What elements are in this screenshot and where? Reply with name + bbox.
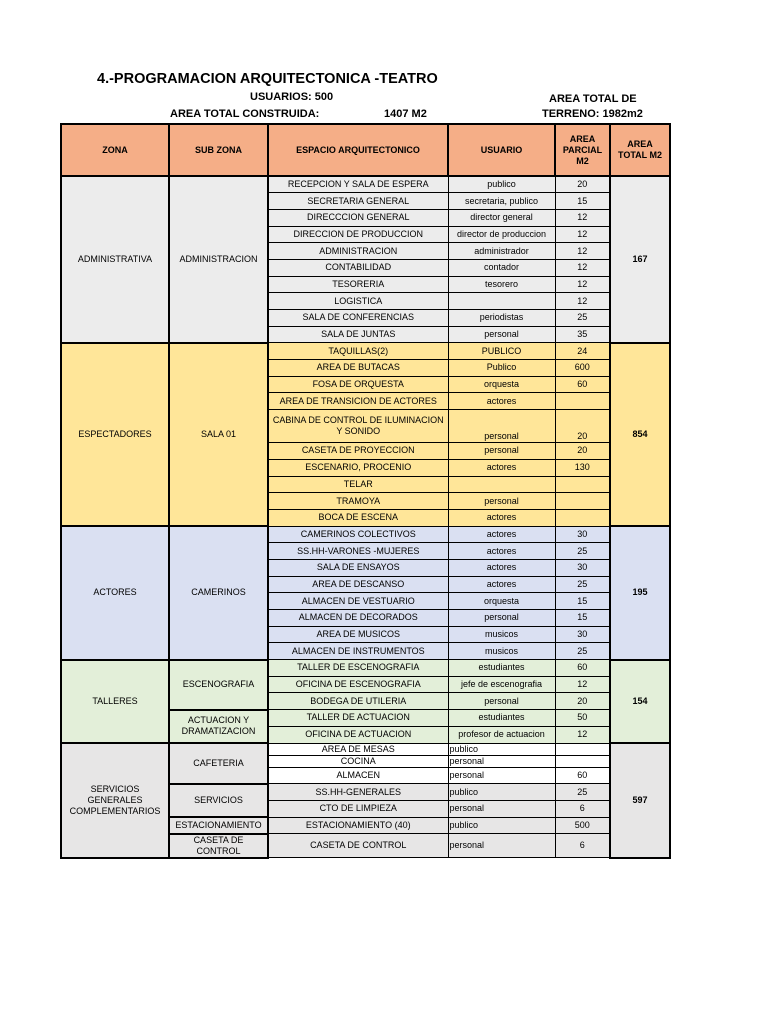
area-total-cell: 154 xyxy=(610,660,670,743)
area-parcial-cell xyxy=(555,509,610,526)
usuario-cell: tesorero xyxy=(448,276,555,293)
area-parcial-cell: 60 xyxy=(555,767,610,784)
area-parcial-cell: 12 xyxy=(555,726,610,743)
usuario-cell: jefe de escenografia xyxy=(448,676,555,693)
area-terreno-value: TERRENO: 1982m2 xyxy=(542,108,643,120)
subzona-cell: SERVICIOS xyxy=(169,784,268,817)
usuario-cell xyxy=(448,476,555,493)
area-total-cell: 854 xyxy=(610,343,670,526)
espacio-cell: CTO DE LIMPIEZA xyxy=(268,800,448,817)
area-parcial-cell: 25 xyxy=(555,643,610,660)
column-header: AREA TOTAL M2 xyxy=(610,124,670,176)
espacio-cell: CONTABILIDAD xyxy=(268,259,448,276)
area-total-construida-value: 1407 M2 xyxy=(384,108,427,120)
zona-cell: ACTORES xyxy=(61,526,169,660)
usuario-cell: estudiantes xyxy=(448,660,555,677)
area-parcial-cell: 20 xyxy=(555,176,610,193)
usuario-cell xyxy=(448,293,555,310)
zona-cell: ADMINISTRATIVA xyxy=(61,176,169,343)
area-parcial-cell: 25 xyxy=(555,576,610,593)
column-header: AREA PARCIAL M2 xyxy=(555,124,610,176)
area-parcial-cell xyxy=(555,393,610,410)
espacio-cell: CASETA DE PROYECCION xyxy=(268,443,448,460)
area-parcial-cell: 20 xyxy=(555,693,610,710)
usuarios-label: USUARIOS: 500 xyxy=(250,91,334,103)
zona-cell: TALLERES xyxy=(61,660,169,743)
usuario-cell: administrador xyxy=(448,243,555,260)
page-title: 4.-PROGRAMACION ARQUITECTONICA -TEATRO xyxy=(97,71,438,87)
area-parcial-cell: 50 xyxy=(555,710,610,727)
table-row xyxy=(61,343,670,360)
area-parcial-cell xyxy=(555,743,610,755)
subzona-cell: CAMERINOS xyxy=(169,526,268,660)
espacio-cell: SALA DE ENSAYOS xyxy=(268,559,448,576)
column-header: ZONA xyxy=(61,124,169,176)
subzona-cell: CAFETERIA xyxy=(169,743,268,784)
area-parcial-cell: 25 xyxy=(555,543,610,560)
table-row xyxy=(61,660,670,677)
usuario-cell: personal xyxy=(448,693,555,710)
usuario-cell: actores xyxy=(448,559,555,576)
espacio-cell: ALMACEN DE INSTRUMENTOS xyxy=(268,643,448,660)
zona-cell: ESPECTADORES xyxy=(61,343,169,526)
espacio-cell: SECRETARIA GENERAL xyxy=(268,193,448,210)
espacio-cell: TELAR xyxy=(268,476,448,493)
usuario-cell: personal xyxy=(448,410,555,443)
programacion-table xyxy=(60,123,671,859)
espacio-cell: BOCA DE ESCENA xyxy=(268,509,448,526)
column-header: SUB ZONA xyxy=(169,124,268,176)
area-parcial-cell: 60 xyxy=(555,376,610,393)
area-parcial-cell: 12 xyxy=(555,243,610,260)
area-total-cell: 167 xyxy=(610,176,670,343)
area-parcial-cell: 30 xyxy=(555,559,610,576)
usuario-cell: Publico xyxy=(448,360,555,377)
area-parcial-cell: 130 xyxy=(555,459,610,476)
espacio-cell: LOGISTICA xyxy=(268,293,448,310)
area-parcial-cell: 600 xyxy=(555,360,610,377)
usuario-cell: personal xyxy=(448,755,555,767)
area-parcial-cell: 20 xyxy=(555,443,610,460)
area-parcial-cell: 12 xyxy=(555,226,610,243)
usuario-cell: director general xyxy=(448,209,555,226)
usuario-cell: contador xyxy=(448,259,555,276)
espacio-cell: CABINA DE CONTROL DE ILUMINACION Y SONIDO xyxy=(268,410,448,443)
usuario-cell: estudiantes xyxy=(448,710,555,727)
area-parcial-cell: 25 xyxy=(555,784,610,801)
espacio-cell: ALMACEN DE VESTUARIO xyxy=(268,593,448,610)
usuario-cell: director de produccion xyxy=(448,226,555,243)
usuario-cell: orquesta xyxy=(448,593,555,610)
subzona-cell: ACTUACION Y DRAMATIZACION xyxy=(169,710,268,743)
espacio-cell: AREA DE BUTACAS xyxy=(268,360,448,377)
usuario-cell: personal xyxy=(448,443,555,460)
area-parcial-cell: 6 xyxy=(555,800,610,817)
usuario-cell: orquesta xyxy=(448,376,555,393)
zona-cell: SERVICIOS GENERALES COMPLEMENTARIOS xyxy=(61,743,169,858)
usuario-cell: publico xyxy=(448,176,555,193)
area-parcial-cell: 20 xyxy=(555,410,610,443)
espacio-cell: ADMINISTRACION xyxy=(268,243,448,260)
espacio-cell: AREA DE MUSICOS xyxy=(268,626,448,643)
usuario-cell: personal xyxy=(448,834,555,858)
espacio-cell: TAQUILLAS(2) xyxy=(268,343,448,360)
area-parcial-cell: 12 xyxy=(555,259,610,276)
table-header-row xyxy=(61,124,670,176)
subzona-cell: ADMINISTRACION xyxy=(169,176,268,343)
espacio-cell: SS.HH-GENERALES xyxy=(268,784,448,801)
area-parcial-cell: 12 xyxy=(555,209,610,226)
area-parcial-cell xyxy=(555,755,610,767)
usuario-cell: periodistas xyxy=(448,310,555,327)
column-header: USUARIO xyxy=(448,124,555,176)
espacio-cell: TALLER DE ACTUACION xyxy=(268,710,448,727)
area-parcial-cell: 500 xyxy=(555,817,610,834)
usuario-cell: profesor de actuacion xyxy=(448,726,555,743)
subzona-cell: ESTACIONAMIENTO xyxy=(169,817,268,834)
area-parcial-cell: 30 xyxy=(555,626,610,643)
usuario-cell: personal xyxy=(448,326,555,343)
area-parcial-cell: 12 xyxy=(555,276,610,293)
usuario-cell: actores xyxy=(448,576,555,593)
area-parcial-cell xyxy=(555,493,610,510)
area-total-cell: 195 xyxy=(610,526,670,660)
area-parcial-cell: 35 xyxy=(555,326,610,343)
usuario-cell: publico xyxy=(448,817,555,834)
espacio-cell: COCINA xyxy=(268,755,448,767)
area-total-cell: 597 xyxy=(610,743,670,858)
subzona-cell: CASETA DE CONTROL xyxy=(169,834,268,858)
usuario-cell: actores xyxy=(448,509,555,526)
espacio-cell: TALLER DE ESCENOGRAFIA xyxy=(268,660,448,677)
area-terreno-label: AREA TOTAL DE xyxy=(549,93,637,105)
usuario-cell: actores xyxy=(448,393,555,410)
area-parcial-cell: 12 xyxy=(555,676,610,693)
espacio-cell: ESCENARIO, PROCENIO xyxy=(268,459,448,476)
espacio-cell: AREA DE MESAS xyxy=(268,743,448,755)
espacio-cell: CAMERINOS COLECTIVOS xyxy=(268,526,448,543)
area-parcial-cell xyxy=(555,476,610,493)
usuario-cell: secretaria, publico xyxy=(448,193,555,210)
espacio-cell: ALMACEN xyxy=(268,767,448,784)
usuario-cell: actores xyxy=(448,526,555,543)
usuario-cell: musicos xyxy=(448,643,555,660)
espacio-cell: RECEPCION Y SALA DE ESPERA xyxy=(268,176,448,193)
area-total-construida-label: AREA TOTAL CONSTRUIDA: xyxy=(170,108,320,120)
usuario-cell: PUBLICO xyxy=(448,343,555,360)
espacio-cell: TESORERIA xyxy=(268,276,448,293)
usuario-cell: personal xyxy=(448,493,555,510)
usuario-cell: personal xyxy=(448,767,555,784)
usuario-cell: musicos xyxy=(448,626,555,643)
usuario-cell: personal xyxy=(448,800,555,817)
espacio-cell: OFICINA DE ACTUACION xyxy=(268,726,448,743)
area-parcial-cell: 24 xyxy=(555,343,610,360)
usuario-cell: actores xyxy=(448,459,555,476)
usuario-cell: publico xyxy=(448,743,555,755)
subzona-cell: SALA 01 xyxy=(169,343,268,526)
espacio-cell: DIRECCCION GENERAL xyxy=(268,209,448,226)
espacio-cell: SALA DE CONFERENCIAS xyxy=(268,310,448,327)
espacio-cell: ESTACIONAMIENTO (40) xyxy=(268,817,448,834)
area-parcial-cell: 12 xyxy=(555,293,610,310)
area-parcial-cell: 30 xyxy=(555,526,610,543)
espacio-cell: AREA DE DESCANSO xyxy=(268,576,448,593)
area-parcial-cell: 15 xyxy=(555,610,610,627)
usuario-cell: personal xyxy=(448,610,555,627)
espacio-cell: BODEGA DE UTILERIA xyxy=(268,693,448,710)
table-row xyxy=(61,526,670,543)
espacio-cell: OFICINA DE ESCENOGRAFIA xyxy=(268,676,448,693)
table-row xyxy=(61,743,670,755)
espacio-cell: AREA DE TRANSICION DE ACTORES xyxy=(268,393,448,410)
espacio-cell: SS.HH-VARONES -MUJERES xyxy=(268,543,448,560)
area-parcial-cell: 15 xyxy=(555,593,610,610)
espacio-cell: ALMACEN DE DECORADOS xyxy=(268,610,448,627)
table-row xyxy=(61,176,670,193)
subzona-cell: ESCENOGRAFIA xyxy=(169,660,268,710)
area-parcial-cell: 6 xyxy=(555,834,610,858)
espacio-cell: TRAMOYA xyxy=(268,493,448,510)
espacio-cell: DIRECCION DE PRODUCCION xyxy=(268,226,448,243)
column-header: ESPACIO ARQUITECTONICO xyxy=(268,124,448,176)
espacio-cell: SALA DE JUNTAS xyxy=(268,326,448,343)
area-parcial-cell: 25 xyxy=(555,310,610,327)
area-parcial-cell: 15 xyxy=(555,193,610,210)
area-parcial-cell: 60 xyxy=(555,660,610,677)
espacio-cell: CASETA DE CONTROL xyxy=(268,834,448,858)
espacio-cell: FOSA DE ORQUESTA xyxy=(268,376,448,393)
usuario-cell: publico xyxy=(448,784,555,801)
usuario-cell: actores xyxy=(448,543,555,560)
